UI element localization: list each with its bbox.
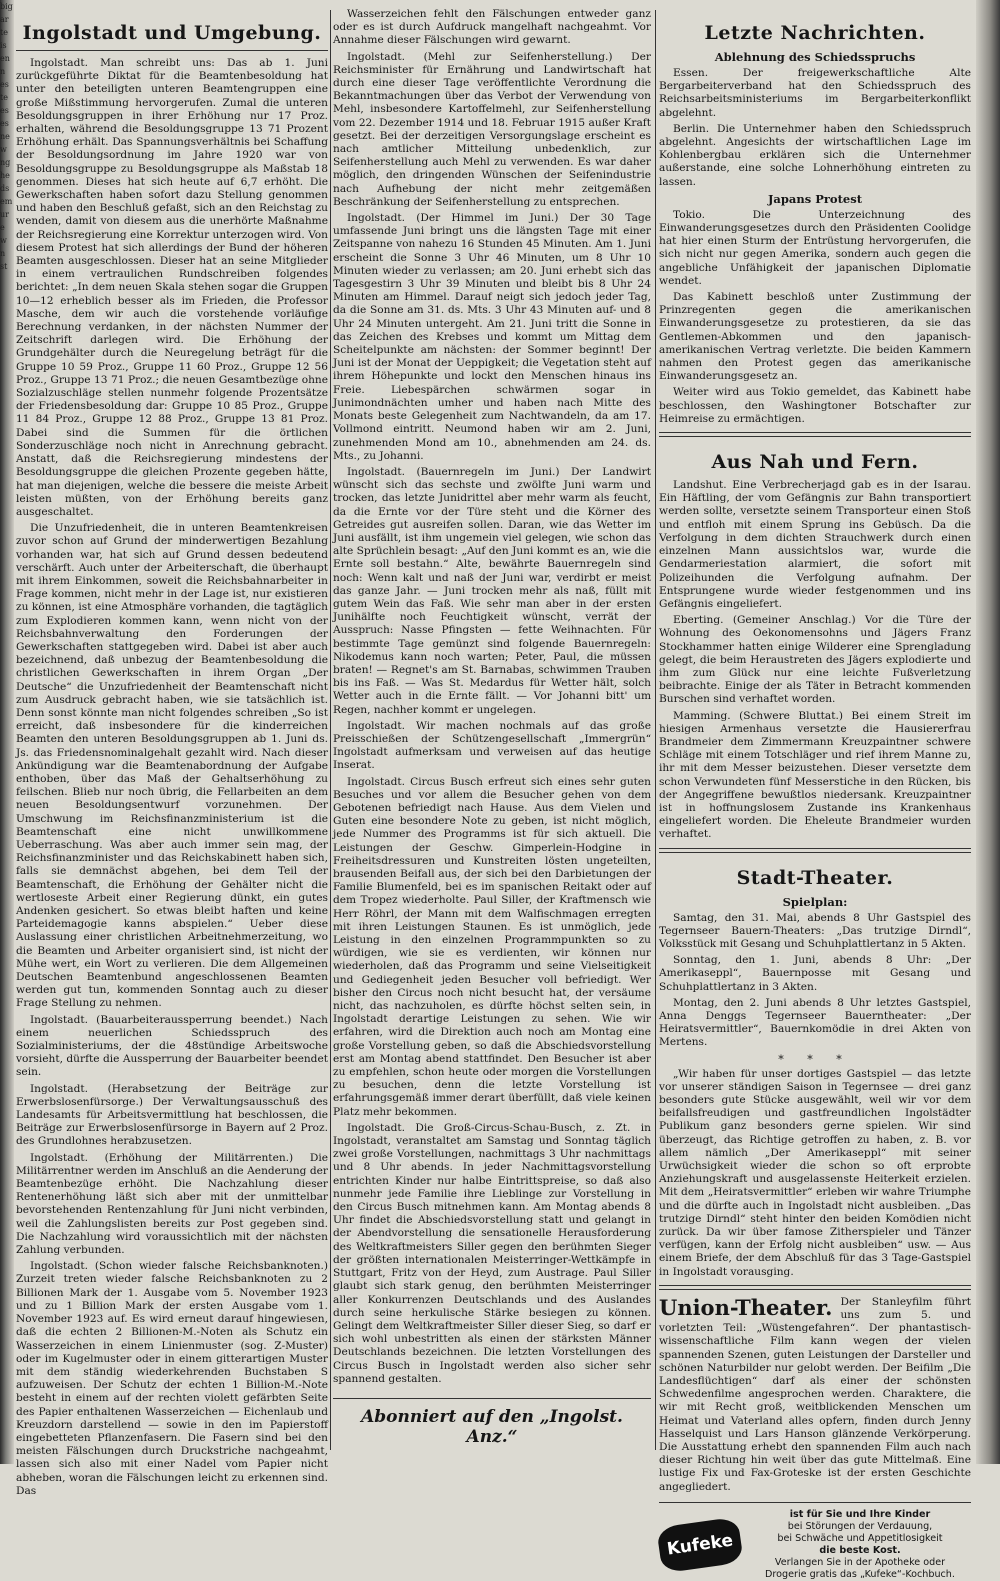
section-heading-letzte-nachrichten: Letzte Nachrichten. (704, 22, 926, 44)
section-heading-union-theater: Union-Theater. (659, 1294, 833, 1320)
news-item: Tokio. Die Unterzeichnung des Einwanderungsgesetzes durch den Präsidenten Coolidge hat hier einen Sturm der Entrüstung hervorgerufen, die sich nicht nur gegen Amerika, sondern auch gegen die angebliche Unfähigkeit der japanischen Diplomatie wendet. (659, 208, 971, 287)
kufeke-logo: Kufeke (656, 1516, 744, 1573)
section-heading-stadt-theater: Stadt-Theater. (736, 866, 894, 889)
margin-fragment: he (0, 171, 10, 180)
margin-fragment: es (0, 119, 9, 128)
ad-line: bei Störungen der Verdauung, (787, 1520, 933, 1532)
article-paragraph: Ingolstadt. Man schreibt uns: Das ab 1. Juni zurückgeführte Diktat für die Beamtenbesoldung hat unter den beteiligten unteren Beamtengruppen eine große Mißstimmung hervorgerufen. Zumal die unteren Besoldungsgruppen in ihrer Erhöhung nur 17 Proz. erhalten, während die Besoldungsgruppe 13 71 Prozent Erhöhung erhält. Das Spannungsverhältnis bei Schaffung der Besoldungsordnung im Jahre 1920 war von Besoldungsgruppe zu Besoldungsgruppe als Maßstab 18 genommen. Dieses hat sich heute auf 6,7 erhöht. Die Gewerkschaften haben sofort dazu Stellung genommen und haben den Beschluß gefaßt, sich an den Reichstag zu wenden, damit von diesem aus die unerhörte Maßnahme der Reichsregierung eine Korrektur unterzogen wird. Von diesem Protest hat sich allerdings der Bund der höheren Beamten ausgeschlossen. Dieser hat an seine Mitglieder in einem vertraulichen Rundschreiben folgendes berichtet: „In dem neuen Skala stehen sogar die Gruppen 10—12 erheblich besser als im Frieden, die Professor Masche, dem wir auch die vorstehende vorläufige Berechnung verdanken, in der nächsten Nummer der Zeitschrift darlegen wird. Die Erhöhung der Grundgehälter durch die Neuregelung beträgt für die Gruppe 10 59 Proz., Gruppe 11 60 Proz., Gruppe 12 56 Proz., Gruppe 13 71 Proz.; die neuen Gesamtbezüge ohne Sozialzuschläge stellen nunmehr folgende Prozentsätze der Friedensbesoldung dar: Gruppe 10 85 Proz., Gruppe 11 84 Proz., Gruppe 12 88 Proz., Gruppe 13 81 Proz. Dabei sind die Summen für die örtlichen Sonderzuschläge noch nicht in Anrechnung gebracht. Anstatt, daß die Reichsregierung mindestens der Besoldungsgruppe die gleichen Prozente gegeben hätte, hat man diejenigen, welche die bessere die meiste Arbeit leisten müßten, von der Erhöhung bereits ganz ausgeschaltet. (16, 57, 328, 518)
article-paragraph: Ingolstadt. Wir machen nochmals auf das große Preisschießen der Schützengesellschaft „Immergrün“ Ingolstadt aufmerksam und verweisen auf das heutige Inserat. (333, 719, 651, 772)
ad-text (749, 1509, 971, 1581)
margin-fragment: n (0, 249, 6, 258)
margin-fragment: es (0, 106, 9, 115)
union-theater-text: Der Stanleyfilm führt uns zum 5. und vorletzten Teil: „Wüstengefahren“. Der phantastisch-wissenschaftliche Film kann wegen der vielen spannenden Szenen, guten Leistungen der Darsteller und schönen Naturbilder nur gelobt werden. Der Beifilm „Die Landesflüchtigen“ darf als einer der schönsten Schwedenfilme angesprochen werden. Charaktere, die wir mit Recht groß, weitblickenden Menschen um Heimat und Vaterland alles opfern, finden durch Jenny Hasselquist und Lars Hanson glänzende Verkörperung. Die Ausstattung erhebt den spannenden Film auch nach dieser Richtung hin weit über das gute Mittelmaß. Eine lustige Fix und Fax-Groteske ist der ersten Geschichte angegliedert. (659, 1295, 971, 1493)
margin-fragment: n (0, 67, 6, 76)
theater-quote: „Wir haben für unser dortiges Gastspiel — das letzte vor unserer ständigen Saison in Tegernsee — drei ganz besonders gute Stücke ausgewählt, weil wir vor dem beifallsfreudigen und gastfreundlichen Ingolstädter Publikum ganz besonders gerne spielen. Wir sind überzeugt, das Richtige getroffen zu haben, z. B. vor allem nämlich „Der Amerikaseppl“ mit seiner Urwüchsigkeit wieder die schon so oft erprobte Anziehungskraft und ausgelassenste Heiterkeit erzielen. Mit dem „Heiratsvermittler“ erleben wir wahre Triumphe und die dürfte auch in Ingolstadt nicht ausbleiben. „Das trutzige Dirndl“ steht hinter den beiden Komödien nicht zurück. Da wir über famose Zitherspieler und Tänzer verfügen, kann der Erfolg nicht ausbleiben“ usw. — Aus einem Briefe, der dem Abschluß für das 3 Tage-Gastspiel in Ingolstadt vorausging. (659, 1067, 971, 1278)
ad-line: die beste Kost. (819, 1544, 901, 1556)
ad-line: Verlangen Sie in der Apotheke oder (774, 1556, 946, 1568)
ad-line: Drogerie gratis das „Kufeke“-Kochbuch. (765, 1568, 955, 1580)
article-paragraph: Ingolstadt. Circus Busch erfreut sich eines sehr guten Besuches und vor allem die Besucher gehen von dem Gebotenen befriedigt nach Hause. Aus dem Vielen und Guten eine besondere Note zu geben, ist nicht möglich, jede Nummer des Programms ist für sich aktuell. Die Leistungen der Geschw. Gimperlein-Hodgine in Freiheitsdressuren und Kunstreiten lösten ungeteilten, brausenden Beifall aus, der sich bei den Darbietungen der Familie Blumenfeld, bei es im spanischen Reitakt oder auf dem Tropez wiederholte. Paul Siller, der Kraftmensch wie Herr Röhrl, der Mann mit dem Walfischmagen erregten mit ihren Leistungen Staunen. Es ist unmöglich, jede Leistung in den einzelnen Programmpunkten so zu würdigen, wie sie es verdienten, wir können nur wiederholen, daß das Programm und seine Vielseitigkeit und Gediegenheit jeden Besucher voll befriedigt. Wer bisher den Circus noch nicht besucht hat, der versäume nicht, das nachzuholen, es dürfte höchst selten sein, in Ingolstadt derartige Leistungen zu sehen. Wie wir erfahren, wird die Direktion auch noch am Montag eine große Vorstellung geben, so daß die Abschiedsvorstellung erst am Montag abend stattfindet. Den Besucher ist aber zu empfehlen, schon heute oder morgen die Vorstellungen zu besuchen, denn die letzte Vorstellung ist erfahrungsgemäß immer derart überfüllt, daß viele keinen Platz mehr bekommen. (333, 775, 651, 1118)
subscription-notice: Abonniert auf den „Ingolst. Anz.“ (333, 1398, 651, 1447)
divider (659, 432, 971, 437)
article-paragraph: Ingolstadt. (Bauernregeln im Juni.) Der Landwirt wünscht sich das sechste und zwölfte Juni warm und trocken, das letzte Junidrittel aber mehr warm als feucht, da die Ernte vor der Türe steht und die Körner des Getreides gut ausreifen sollen. Daran, wie das Wetter im Juni ausfällt, ist ihm ungemein viel gelegen, wie schon das alte Sprüchlein besagt: „Auf den Juni kommt es an, wie die Ernte soll bestahn.“ Alte, bewährte Bauernregeln sind noch: Wenn kalt und naß der Juni war, verdirbt er meist das ganze Jahr. — Juni trocken mehr als naß, füllt mit gutem Wein das Faß. Wie sehr man aber in der ersten Junihälfte noch Feuchtigkeit wünscht, verrät der Ausspruch: Nasse Pfingsten — fette Weihnachten. Für bestimmte Tage gemünzt sind folgende Bauernregeln: Nikodemus kann noch warten; Peter, Paul, die müssen braten! — Regnet's am St. Barnabas, schwimmen Trauben bis ins Faß. — Was St. Medardus für Wetter hält, solch Wetter auch in die Ernte fällt. — Vor Johanni bitt' um Regen, nachher kommt er ungelegen. (333, 465, 651, 716)
news-item: Landshut. Eine Verbrecherjagd gab es in der Isarau. Ein Häftling, der vom Gefängnis zur Bahn transportiert werden sollte, versetzte seinem Transporteur einen Stoß und entfloh mit einem Sprung ins Gebüsch. Da die Verfolgung in dem dichten Strauchwerk durch einen einzelnen Mann aussichtslos war, wurde die Gendarmeriestation alarmiert, die sofort mit Polizeihunden die Verfolgung aufnahm. Der Entsprungene wurde wieder festgenommen und ins Gefängnis eingeliefert. (659, 479, 971, 610)
subheading-schiedsspruch: Ablehnung des Schiedsspruchs (714, 50, 916, 64)
column-local-news-continued (333, 8, 651, 1458)
subheading-spielplan: Spielplan: (782, 894, 848, 909)
divider (16, 50, 328, 51)
margin-fragment: is (0, 41, 7, 50)
column-local-news (16, 8, 328, 1497)
theater-item: Samtag, den 31. Mai, abends 8 Uhr Gastspiel des Tegernseer Bauern-Theaters: „Das trutzige Dirndl“, Volksstück mit Gesang und Schuhplattlertanz in 5 Akten. (659, 911, 971, 950)
article-paragraph: Ingolstadt. (Erhöhung der Militärrenten.) Die Militärrentner werden im Anschluß an die Aenderung der Beamtenbezüge erhöht. Die Nachzahlung dieser Rentenerhöhung läßt sich aber mit der unmittelbar bevorstehenden Rentenzahlung für Juni nicht verbinden, weil die Zahlungslisten bereits zur Post gegeben sind. Die Nachzahlung wird voraussichtlich mit der nächsten Zahlung verbunden. (16, 1151, 328, 1257)
news-item: Eberting. (Gemeiner Anschlag.) Vor die Türe der Wohnung des Oekonomensohns und Jägers Franz Stockhammer hatten einige Wilderer eine Sprengladung gelegt, die beim Heraustreten des Jägers explodierte und ihm zum Glück nur eine leichte Fußverletzung beibrachte. Einige der als Täter in Betracht kommenden Burschen sind verhaftet worden. (659, 614, 971, 706)
margin-fragment: te (0, 28, 8, 37)
margin-fragment: ng (0, 158, 11, 167)
margin-fragment: w (0, 236, 7, 245)
article-paragraph: Wasserzeichen fehlt den Fälschungen entweder ganz oder es ist durch Aufdruck mangelhaft nachgeahmt. Vor Annahme dieser Fälschungen wird gewarnt. (333, 8, 651, 47)
ad-line: ist für Sie und Ihre Kinder (789, 1508, 931, 1520)
kufeke-advertisement (659, 1502, 971, 1581)
article-paragraph: Ingolstadt. (Bauarbeiteraussperrung beendet.) Nach einem neuerlichen Schiedsspruch des Sozialministeriums, der die 48stündige Arbeitswoche vorsieht, dürfte die Aussperrung der Bauarbeiter beendet sein. (16, 1013, 328, 1079)
union-theater-block (659, 1296, 971, 1494)
news-item: Weiter wird aus Tokio gemeldet, das Kabinett habe beschlossen, den Washingtoner Botschafter zur Heimreise zu ermächtigen. (659, 386, 971, 425)
left-margin-fragments (0, 0, 16, 1464)
theater-item: Montag, den 2. Juni abends 8 Uhr letztes Gastspiel, Anna Denggs Tegernseer Bauerntheater: „Der Heiratsvermittler“, Bauernkomödie in drei Akten von Mertens. (659, 996, 971, 1049)
margin-fragment: big (0, 2, 13, 11)
page-edge (976, 0, 1000, 1464)
subheading-japan: Japans Protest (767, 191, 863, 206)
margin-fragment: en (0, 54, 10, 63)
article-paragraph: Ingolstadt. (Schon wieder falsche Reichsbanknoten.) Zurzeit treten wieder falsche Reichsbanknoten zu 2 Billionen Mark der 1. Ausgabe vom 5. November 1923 und zu 1 Billion Mark der ersten Ausgabe vom 1. November 1923 auf. Es wird erneut darauf hingewiesen, daß die echten 2 Billionen-M.-Noten als Schutz ein Wasserzeichen in einem Linienmuster (sog. Z-Muster) oder im Kugelmuster oder in einem gitterartigen Muster mit dem ständig wiederkehrenden Buchstaben S aufzuweisen. Der Schutz der echten 1 Billion-M.-Note besteht in einem auf der rechten violett gefärbten Seite des Papier enthaltenen Wasserzeichen — Eichenlaub und Kreuzdorn darstellend — sowie in den im Papierstoff eingebetteten Pflanzenfasern. Die Fasern sind bei den meisten Fälschungen durch Druckstriche nachgeahmt, lassen sich also mit einer Nadel vom Papier nicht abheben, woran die Fälschungen leicht zu erkennen sind. Das (16, 1260, 328, 1497)
column-latest-news (659, 8, 971, 1580)
column-rule (330, 10, 331, 1450)
margin-fragment: ds (0, 184, 10, 193)
margin-fragment: es (0, 80, 9, 89)
article-paragraph: Ingolstadt. Die Groß-Circus-Schau-Busch, z. Zt. in Ingolstadt, veranstaltet am Samstag und Sonntag täglich zwei große Vorstellungen, nachmittags 3 Uhr nachmittags und 8 Uhr abends. In jeder Nachmittagsvorstellung entrichten Kinder nur halbe Eintrittspreise, so daß also nunmehr jede Familie ihre Lieblinge zur Vorstellung in den Circus Busch mitnehmen kann. Am Montag abends 8 Uhr findet die Abschiedsvorstellung statt und gelangt in der Abendvorstellung die sensationelle Herausforderung des Weltkraftmeisters Siller gegen den berühmten Sieger der größten internationalen Meisterringer-Wettkämpfe in Stuttgart, Fritz von der Heyd, zum Austrage. Paul Siller glaubt sich stark genug, den berühmten Meisterringer aller Konkurrenzen Deutschlands und des Auslandes durch seine herkulische Stärke besiegen zu können. Gelingt dem Weltkraftmeister Siller dieser Sieg, so darf er sich wohl unbestritten als einen der stärksten Männer Deutschlands bezeichnen. Die letzten Vorstellungen des Circus Busch in Ingolstadt werden also sicher sehr spannend gestalten. (333, 1121, 651, 1385)
news-item: Berlin. Die Unternehmer haben den Schiedsspruch abgelehnt. Angesichts der wirtschaftlichen Lage im Kohlenbergbau erklären sich die Unternehmer außerstande, eine solche Lohnerhöhung eintreten zu lassen. (659, 122, 971, 188)
article-paragraph: Ingolstadt. (Der Himmel im Juni.) Der 30 Tage umfassende Juni bringt uns die längsten Tage mit einer Zeitspanne von nahezu 16 Stunden 45 Minuten. Am 1. Juni erscheint die Sonne 3 Uhr 46 Minuten, um 8 Uhr 10 Minuten wieder zu verlassen; am 20. Juni erhebt sich das Tagesgestirn 3 Uhr 39 Minuten und bleibt bis 8 Uhr 24 Minuten am Himmel. Darauf neigt sich jedoch jeder Tag, da die Sonne am 31. ds. Mts. 3 Uhr 43 Minuten auf- und 8 Uhr 24 Minuten untergeht. Am 21. Juni tritt die Sonne in das Zeichen des Krebses und kommt um Mittag dem Scheitelpunkte am nächsten: der Sommer beginnt! Der Juni ist der Monat der Ueppigkeit; die Vegetation steht auf ihrem Höhepunkte und lockt den Menschen hinaus ins Freie. Liebespärchen schwärmen sogar in Junimondnächten umher und haben nach Mitte des Monats beste Gelegenheit zum Nachtwandeln, da am 17. Vollmond eintritt. Neumond haben wir am 2. Juni, zunehmenden Mond am 10., abnehmenden am 24. ds. Mts., zu Johanni. (333, 212, 651, 462)
news-item: Mamming. (Schwere Bluttat.) Bei einem Streit im hiesigen Armenhaus versetzte die Hausiererfrau Brandmeier dem Zimmermann Kreuzpaintner schwere Schläge mit einem Totschläger und rief ihrem Manne zu, ihr mit dem Messer beizustehen. Dieser versetzte dem schon Verwundeten fünf Messerstiche in den Rücken, bis der Angegriffene bewußtlos niedersank. Kreuzpaintner ist in hoffnungslosem Zustande ins Krankenhaus eingeliefert worden. Die Eheleute Brandmeier wurden verhaftet. (659, 709, 971, 841)
separator-stars: * * * (778, 1052, 852, 1066)
news-item: Essen. Der freigewerkschaftliche Alte Bergarbeiterverband hat den Schiedsspruch des Reichsarbeitsministeriums im Bergarbeiterkonflikt abgelehnt. (659, 67, 971, 119)
margin-fragment: em (0, 197, 13, 206)
margin-fragment: st (0, 262, 8, 271)
section-heading-aus-nah-und-fern: Aus Nah und Fern. (711, 451, 919, 474)
margin-fragment: te (0, 93, 8, 102)
column-rule (655, 10, 656, 1450)
theater-item: Sonntag, den 1. Juni, abends 8 Uhr: „Der Amerikaseppl“, Bauernposse mit Gesang und Schuhplattlertanz in 3 Akten. (659, 954, 971, 993)
margin-fragment: ur (0, 210, 9, 219)
article-paragraph: Ingolstadt. (Mehl zur Seifenherstellung.) Der Reichsminister für Ernährung und Landwirtschaft hat durch eine dieser Tage veröffentlichte Verordnung die Bekanntmachungen über das Verbot der Verwendung von Mehl, insbesondere Kartoffelmehl, zur Seifenherstellung vom 22. Dezember 1914 und 18. Februar 1915 außer Kraft gesetzt. Bei der derzeitigen Versorgungslage erscheint es nach amtlicher Mitteilung unbedenklich, zur Seifenherstellung auch Mehl zu verwenden. Es war daher möglich, den dringenden Wünschen der Seifenindustrie nach Aufhebung der nicht mehr zeitgemäßen Beschränkung der Seifenherstellung zu entsprechen. (333, 50, 651, 208)
margin-fragment: ar (0, 15, 9, 24)
margin-fragment: w (0, 145, 7, 154)
divider (659, 1285, 971, 1290)
news-item: Das Kabinett beschloß unter Zustimmung der Prinzregenten gegen die amerikanischen Einwanderungsgesetze zu protestieren, da sie das Gentlemen-Abkommen und den japanisch-amerikanischen Vertrag verletzte. Die beiden Kammern nahmen den Protest gegen das amerikanische Einwanderungsgesetz an. (659, 291, 971, 383)
margin-fragment: e (0, 223, 5, 232)
section-heading-ingolstadt: Ingolstadt und Umgebung. (22, 22, 322, 44)
divider (659, 848, 971, 853)
article-paragraph: Ingolstadt. (Herabsetzung der Beiträge zur Erwerbslosenfürsorge.) Der Verwaltungsausschuß des Landesamts für Arbeitsvermittlung hat beschlossen, die Beiträge zur Erwerbslosenfürsorge in Bayern auf 2 Proz. des Grundlohnes herabzusetzen. (16, 1082, 328, 1148)
ad-line: bei Schwäche und Appetitlosigkeit (777, 1532, 943, 1544)
article-paragraph: Die Unzufriedenheit, die in unteren Beamtenkreisen zuvor schon auf Grund der minderwertigen Bezahlung vorhanden war, hat sich auf Grund dessen bedeutend verschärft. Auch unter der Arbeiterschaft, die überhaupt mit ihrem Einkommen, soweit die Reichsbahnarbeiter in Frage kommen, nicht mehr in der Lage ist, nur existieren zu können, ist eine Atmosphäre vorhanden, die tagtäglich zum Explodieren kommen kann, wenn nicht von der Reichsbahnverwaltung den Forderungen der Gewerkschaften stattgegeben wird. Dabei ist aber auch bezeichnend, daß unbezug der Beamtenbesoldung die christlichen Gewerkschaften in ihrem Organ „Der Deutsche“ die Unzufriedenheit der Beamtenschaft nicht zum Ausdruck gebracht haben, wie sie tatsächlich ist. Denn sonst könnte man nicht folgendes schreiben „So ist erreicht, daß insbesondere für die kinderreichen Beamten den unteren Besoldungsgruppen ab 1. Juni ds. Js. das Friedensnominalgehalt gezahlt wird. Nach dieser Ankündigung war die Beamtenabordnung der Aufgabe enthoben, über das Maß der Gehaltserhöhung zu feilschen. Blieb nur noch übrig, die Fellarbeiten an dem neuen Besoldungsentwurf vorzunehmen. Der Umschwung im Reichsfinanzministerium ist die Beamtenschaft eine nicht unwillkommene Ueberraschung. Was aber auch immer sein mag, der Reichsfinanzminister und das Reichskabinett haben sich, falls sie demnächst abgehen, bei dem Teil der Beamtenschaft, die Erhöhung der Gehälter nicht die wertloseste Arbeit einer Regierung dünkt, ein gutes Andenken gesichert. So etwas bleibt haften und keine Parteidemagogie kanns abspielen.“ Ueber diese Auslassung einer christlichen Arbeitnehmerzeitung, wo die Beamten und Arbeiter organisiert sind, ist nicht der Mühe wert, ein Wort zu verlieren. Die dem Allgemeinen Deutschen Beamtenbund angeschlossenen Beamten werden gut tun, kommenden Sonntag auch zu dieser Frage Stellung zu nehmen. (16, 522, 328, 1010)
margin-fragment: ne (0, 132, 10, 141)
